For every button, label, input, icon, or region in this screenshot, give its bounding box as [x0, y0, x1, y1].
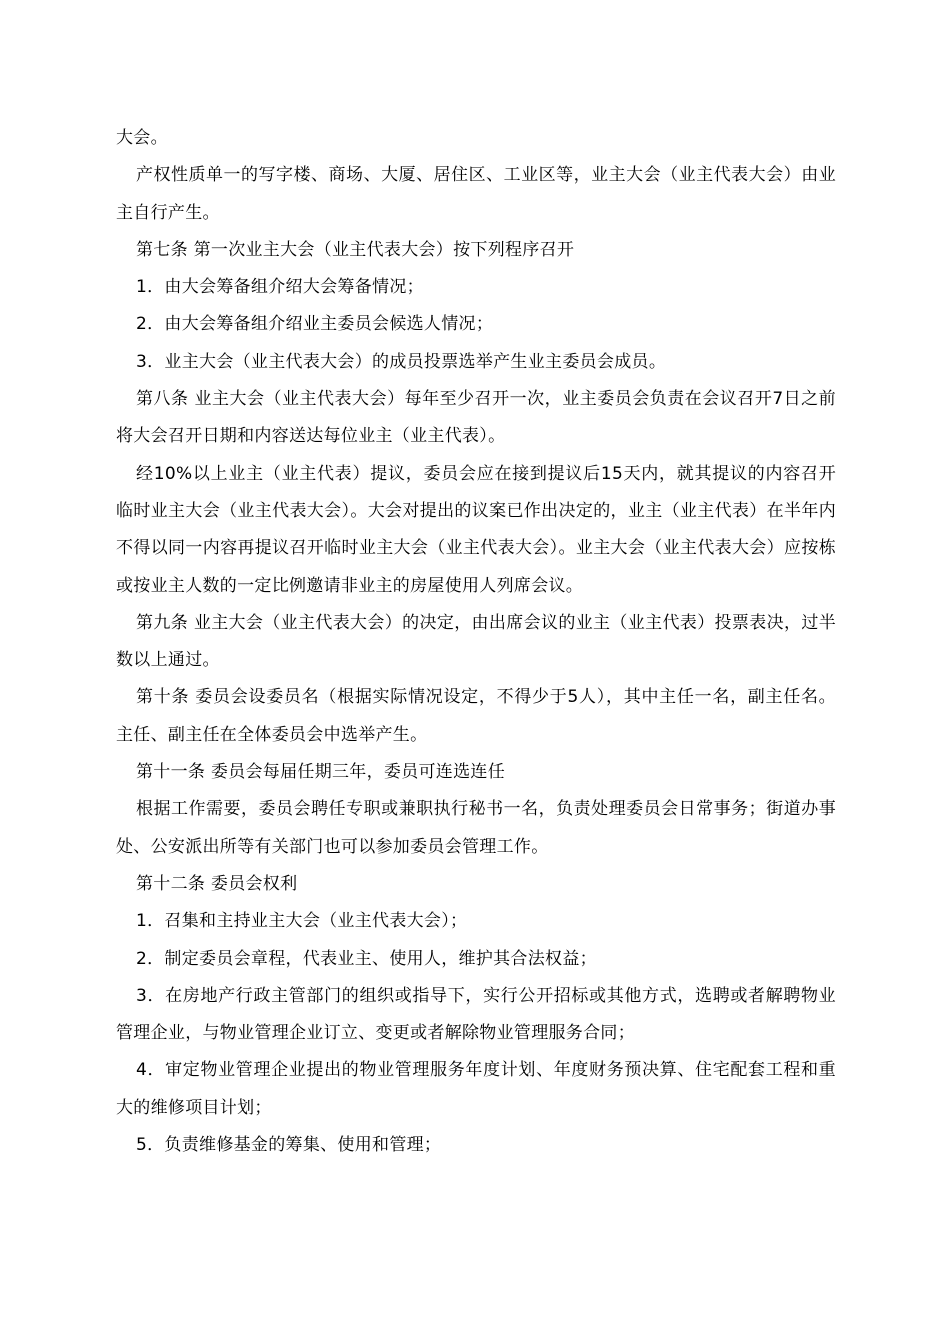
article-8-extraordinary-meeting: 经10%以上业主（业主代表）提议，委员会应在接到提议后15天内，就其提议的内容召开临时业主大会（业主代表大会）。大会对提出的议案已作出决定的，业主（业主代表）在半年内不得以同一内容再提议召开临时业主大会（业主代表大会）。业主大会（业主代表大会）应按栋或按业主人数的一定比例邀请非业主的房屋使用人列席会议。 — [116, 463, 836, 596]
article-12-item-4: 4．审定物业管理企业提出的物业管理服务年度计划、年度财务预决算、住宅配套工程和重大的维修项目计划； — [116, 1060, 836, 1118]
document-page — [116, 120, 836, 1164]
article-12-item-5: 5．负责维修基金的筹集、使用和管理； — [136, 1135, 442, 1156]
article-10: 第十条 委员会设委员名（根据实际情况设定，不得少于5人），其中主任一名，副主任名。主任、副主任在全体委员会中选举产生。 — [116, 687, 836, 745]
article-7-item-3: 3．业主大会（业主代表大会）的成员投票选举产生业主委员会成员。 — [136, 351, 667, 372]
article-12-item-3: 3．在房地产行政主管部门的组织或指导下，实行公开招标或其他方式，选聘或者解聘物业管理企业，与物业管理企业订立、变更或者解除物业管理服务合同； — [116, 985, 836, 1044]
article-7-heading: 第七条 第一次业主大会（业主代表大会）按下列程序召开 — [136, 239, 575, 260]
article-7-item-1: 1．由大会筹备组介绍大会筹备情况； — [136, 277, 424, 298]
article-9: 第九条 业主大会（业主代表大会）的决定，由出席会议的业主（业主代表）投票表决，过半数以上通过。 — [116, 612, 836, 671]
article-8: 第八条 业主大会（业主代表大会）每年至少召开一次，业主委员会负责在会议召开7日之前将大会召开日期和内容送达每位业主（业主代表）。 — [116, 389, 836, 447]
article-7-item-2: 2．由大会筹备组介绍业主委员会候选人情况； — [136, 314, 494, 335]
article-12-item-2: 2．制定委员会章程，代表业主、使用人，维护其合法权益； — [136, 948, 597, 969]
paragraph-single-property: 产权性质单一的写字楼、商场、大厦、居住区、工业区等，业主大会（业主代表大会）由业主自行产生。 — [116, 165, 836, 223]
paragraph-continuation: 大会。 — [116, 128, 168, 148]
article-11: 第十一条 委员会每届任期三年，委员可连选连任 — [136, 762, 506, 783]
article-12-heading: 第十二条 委员会权利 — [136, 873, 298, 894]
article-11-secretary: 根据工作需要，委员会聘任专职或兼职执行秘书一名，负责处理委员会日常事务；街道办事处、公安派出所等有关部门也可以参加委员会管理工作。 — [116, 799, 836, 857]
article-12-item-1: 1．召集和主持业主大会（业主代表大会）； — [136, 911, 468, 932]
